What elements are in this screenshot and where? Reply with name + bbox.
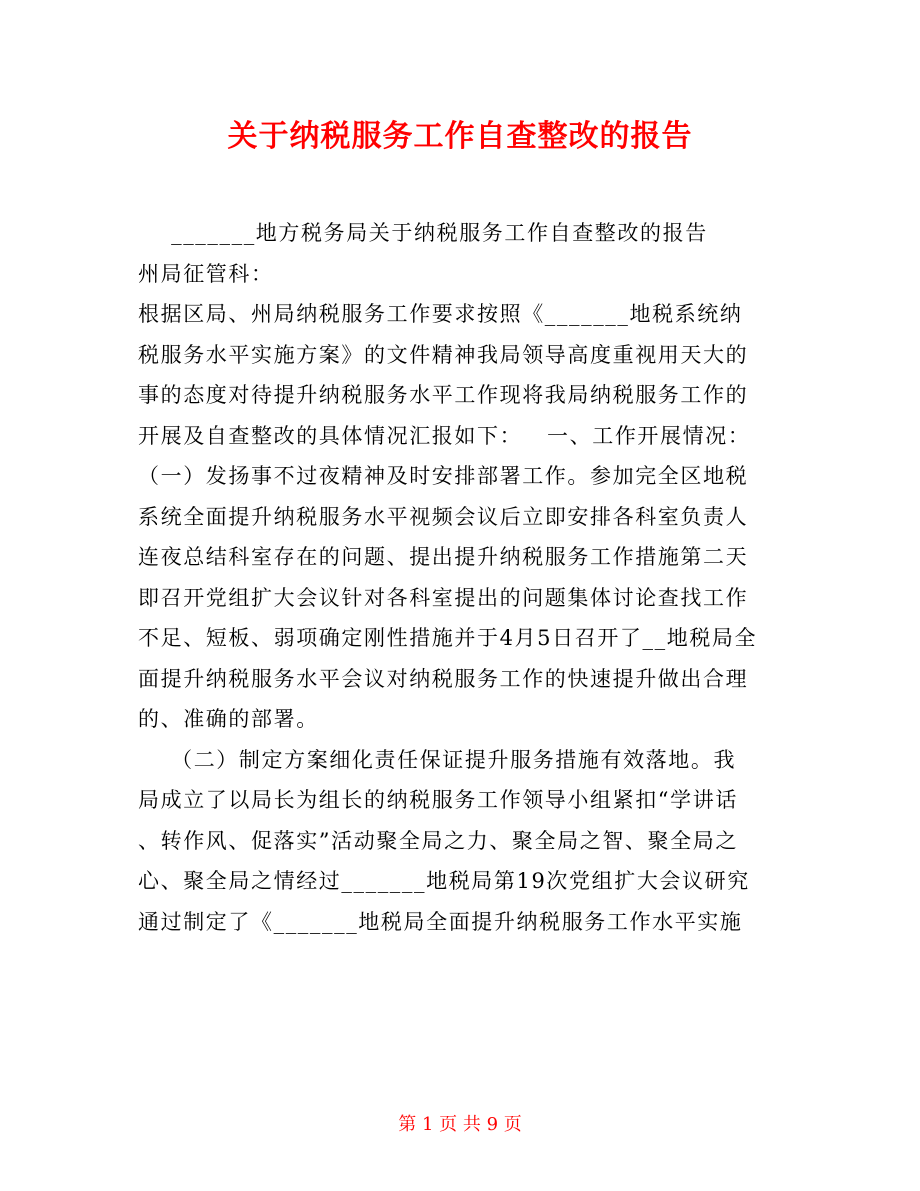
document-body [138, 213, 788, 942]
body-line: _______地方税务局关于纳税服务工作自查整改的报告 [138, 221, 708, 245]
document-title: 关于纳税服务工作自查整改的报告 [227, 119, 693, 154]
body-line: 面提升纳税服务水平会议对纳税服务工作的快速提升做出合理 [138, 666, 749, 691]
body-line: （二）制定方案细化责任保证提升服务措施有效落地。我 [138, 747, 737, 772]
body-line: 开展及自查整改的具体情况汇报如下： 一、工作开展情况： [138, 423, 751, 448]
body-line: 通过制定了《_______地税局全面提升纳税服务工作水平实施 [138, 909, 743, 934]
page-footer [0, 1113, 920, 1137]
body-line: 、转作风、促落实”活动聚全局之力、聚全局之智、聚全局之 [138, 828, 738, 853]
body-line: （一）发扬事不过夜精神及时安排部署工作。参加完全区地税 [138, 464, 749, 488]
body-line: 系统全面提升纳税服务水平视频会议后立即安排各科室负责人 [138, 504, 749, 529]
body-line: 州局征管科： [138, 261, 274, 286]
body-line: 的、准确的部署。 [138, 707, 319, 731]
body-line: 根据区局、州局纳税服务工作要求按照《_______地税系统纳 [138, 302, 743, 326]
body-line: 不足、短板、弱项确定刚性措施并于4月5日召开了__地税局全 [138, 626, 758, 650]
page-number: 第 1 页 共 9 页 [398, 1114, 522, 1135]
body-line: 局成立了以局长为组长的纳税服务工作领导小组紧扣“学讲话 [138, 788, 738, 812]
body-line: 心、聚全局之情经过_______地税局第19次党组扩大会议研究 [138, 869, 750, 893]
body-line: 税服务水平实施方案》的文件精神我局领导高度重视用天大的 [138, 342, 749, 367]
body-line: 即召开党组扩大会议针对各科室提出的问题集体讨论查找工作 [138, 585, 749, 610]
body-line: 连夜总结科室存在的问题、提出提升纳税服务工作措施第二天 [138, 545, 749, 569]
body-line: 事的态度对待提升纳税服务水平工作现将我局纳税服务工作的 [138, 383, 749, 407]
